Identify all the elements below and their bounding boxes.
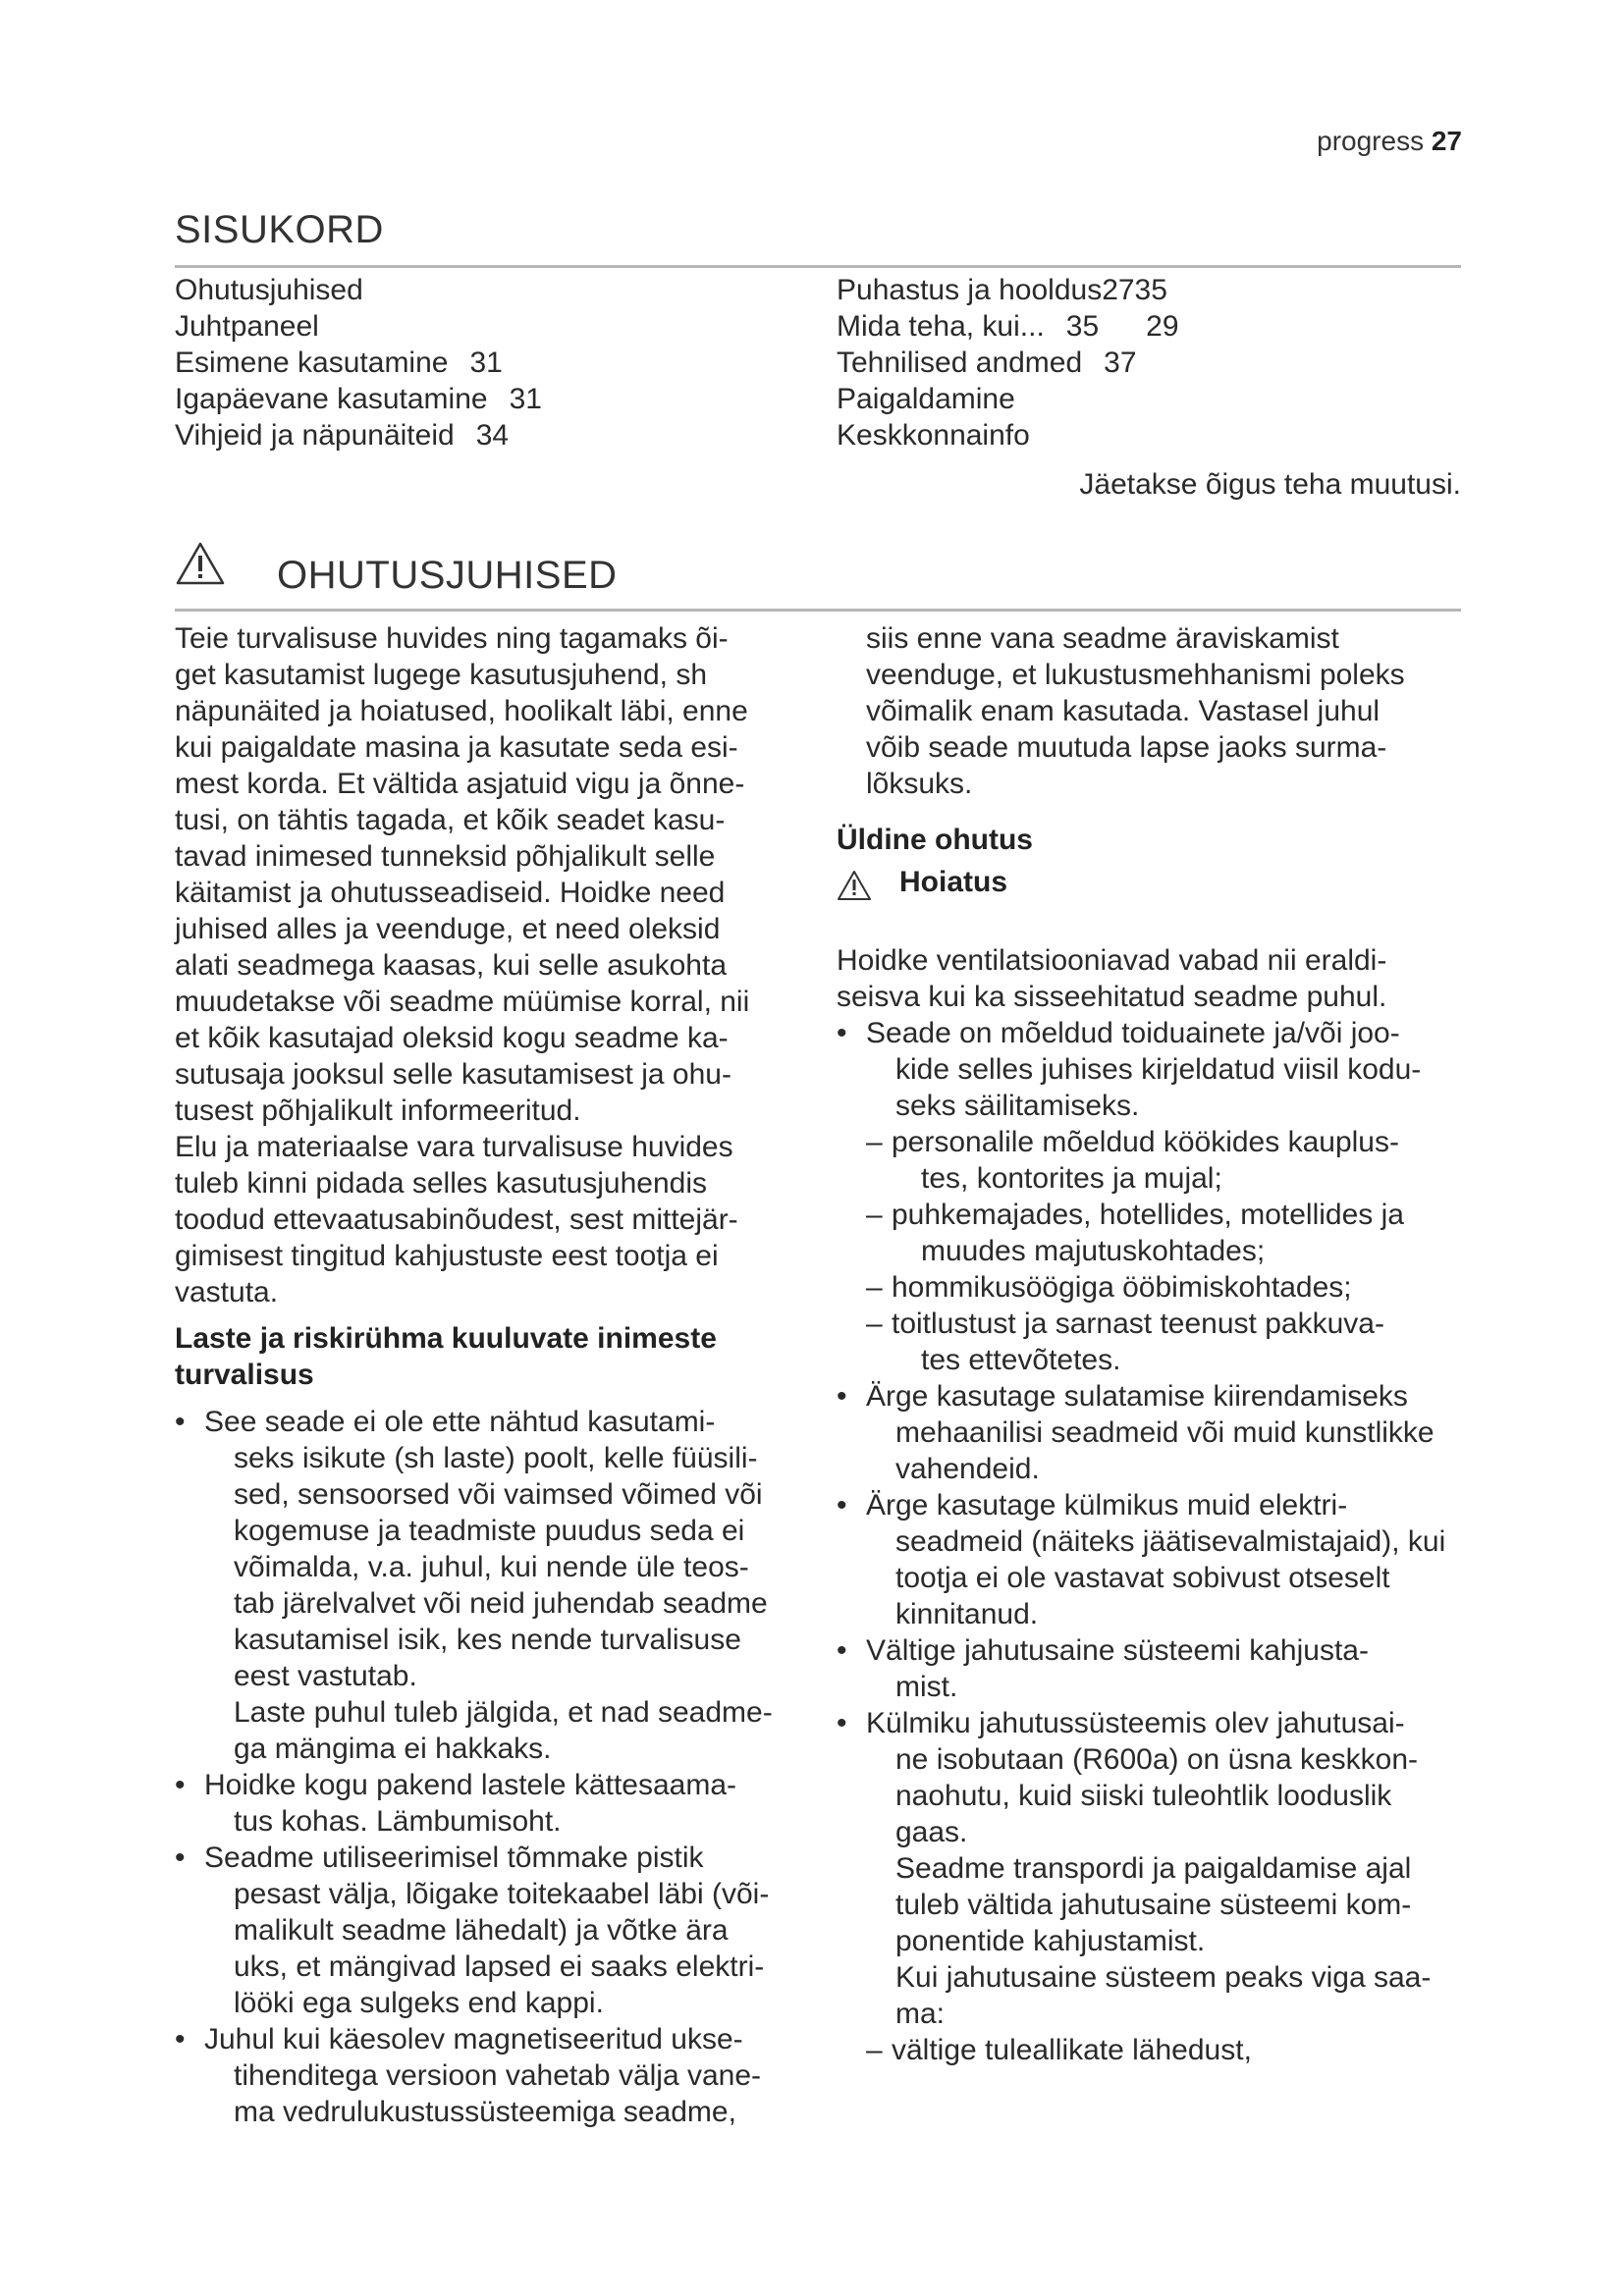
general-list xyxy=(837,1015,1465,2068)
section-title-safety: OHUTUSJUHISED xyxy=(277,554,618,597)
toc-entry[interactable]: Tehnilised andmed 37 xyxy=(837,347,1137,379)
list-item: • See seade ei ole ette nähtud kasutami- seks isikute (sh laste) poolt, kelle füüsili- sed, sensoorsed või vaimsed võimed või kogemuse ja teadmiste puudus seda ei võimalda, v.a. juhul, kui nende üle teos- tab järelvalvet või neid juhendab seadme kasutamisel isik, kes nende turvalisuse eest vastutab. Laste puhul tuleb jälgida, et nad seadme- ga mängima ei hakkaks. xyxy=(175,1406,773,1765)
property-paragraph: Elu ja materiaalse vara turvalisuse huvides tuleb kinni pidada selles kasutusjuhendis toodud ettevaatusabinõudest, sest mittejär- gimisest tingitud kahjustuste eest tootja ei vastuta. xyxy=(175,1131,738,1308)
toc-entry[interactable]: Puhastus ja hooldus2735 xyxy=(837,274,1167,306)
toc-entry[interactable]: Keskkonnainfo xyxy=(837,419,1030,452)
list-item: • Ärge kasutage sulatamise kiirendamiseks mehaanilisi seadmeid või muid kunstlikke vahendeid. xyxy=(837,1380,1435,1485)
dash-item: – hommikusöögiga ööbimiskohtades; xyxy=(866,1271,1352,1304)
page-header xyxy=(1317,126,1462,157)
left-column xyxy=(175,620,803,2130)
toc-entry[interactable]: Igapäevane kasutamine 31 xyxy=(175,383,542,415)
warning-triangle-icon xyxy=(175,541,226,586)
warning-icon xyxy=(837,870,872,901)
toc-entry[interactable]: Mida teha, kui... 35 29 xyxy=(837,310,1179,343)
general-safety-heading: Üldine ohutus xyxy=(837,824,1033,856)
page-number: 27 xyxy=(1431,126,1462,156)
children-list xyxy=(175,1404,803,2130)
list-item: • Ärge kasutage külmikus muid elektri- seadmeid (näiteks jäätisevalmistajaid), kui tootja ei ole vastavat sobivust otseselt kinnitanud. xyxy=(837,1489,1446,1630)
right-column xyxy=(837,620,1465,2068)
toc-page: 31 xyxy=(509,383,542,415)
section-rule xyxy=(175,609,1461,612)
toc-title: SISUKORD xyxy=(175,208,384,251)
toc-page: 37 xyxy=(1104,347,1137,379)
toc-page: 31 xyxy=(469,347,503,379)
list-item: • Juhul kui käesolev magnetiseeritud ukse- tihenditega versioon vahetab välja vane- ma vedrulukustussüsteemiga seadme, xyxy=(175,2023,762,2128)
warning-block xyxy=(837,864,1465,917)
children-safety-heading: Laste ja riskirühma kuuluvate inimeste turvalisus xyxy=(175,1322,717,1391)
dash-item: – toitlustust ja sarnast teenust pakkuva- tes ettevõtetes. xyxy=(866,1308,1384,1376)
toc-right-column xyxy=(837,272,1179,454)
toc-rule xyxy=(175,265,1461,268)
continuation-paragraph: siis enne vana seadme äraviskamist veenduge, et lukustusmehhanismi poleks võimalik enam kasutada. Vastasel juhul võib seade muutuda lapse jaoks surma- lõksuks. xyxy=(866,622,1405,800)
list-item: • Vältige jahutusaine süsteemi kahjusta- mist. xyxy=(837,1634,1369,1703)
brand-name: progress xyxy=(1317,126,1425,156)
toc-page: 35 xyxy=(1065,310,1100,343)
list-item: • Külmiku jahutussüsteemis olev jahutusai- ne isobutaan (R600a) on üsna keskkon- naohutu, kuid siiski tuleohtlik looduslik gaas. Seadme transpordi ja paigaldamise ajal tuleb vältida jahutusaine süsteemi kom- ponentide kahjustamist. Kui jahutusaine süsteem peaks viga saa- ma: xyxy=(837,1707,1432,2030)
list-item: • Seadme utiliseerimisel tõmmake pistik pesast välja, lõigake toitekaabel läbi (või- malikult seadme lähedalt) ja võtke ära uks, et mängivad lapsed ei saaks elektri- lööki ega sulgeks end kappi. xyxy=(175,1842,770,2019)
dash-item: – puhkemajades, hotellides, motellides ja muudes majutuskohtades; xyxy=(866,1199,1404,1267)
warning-label: Hoiatus xyxy=(899,866,1008,898)
dash-item: – personalile mõeldud köökides kauplus- tes, kontorites ja mujal; xyxy=(866,1126,1399,1195)
intro-paragraph: Teie turvalisuse huvides ning tagamaks õi- get kasutamist lugege kasutusjuhend, sh näpunäited ja hoiatused, hoolikalt läbi, enne kui paigaldate masina ja kasutate seda esi- mest korda. Et vältida asjatuid vigu ja õnne- tusi, on tähtis tagada, et kõik seadet kasu- tavad inimesed tunneksid põhjalikult selle käitamist ja ohutusseadiseid. Hoidke need juhised alles ja veenduge, et need oleksid alati seadmega kaasas, kui selle asukohta muudetakse või seadme müümise korral, nii et kõik kasutajad oleksid kogu seadme ka- sutusaja jooksul selle kasutamisest ja ohu- tusest põhjalikult informeeritud. xyxy=(175,622,750,1127)
toc-page-extra: 29 xyxy=(1146,310,1179,343)
toc-entry[interactable]: Juhtpaneel xyxy=(175,310,319,343)
toc-note: Jäetakse õigus teha muutusi. xyxy=(1079,468,1461,501)
list-item: • Hoidke kogu pakend lastele kättesaama- tus kohas. Lämbumisoht. xyxy=(175,1769,736,1838)
toc-entry[interactable]: Esimene kasutamine 31 xyxy=(175,347,503,379)
toc-left-column xyxy=(175,272,542,454)
toc-page: 34 xyxy=(475,419,510,452)
dash-item: – vältige tuleallikate lähedust, xyxy=(866,2034,1252,2066)
toc-entry[interactable]: Ohutusjuhised xyxy=(175,274,363,306)
toc-entry[interactable]: Vihjeid ja näpunäiteid 34 xyxy=(175,419,510,452)
toc-entry[interactable]: Paigaldamine xyxy=(837,383,1015,415)
list-item: • Seade on mõeldud toiduainete ja/või joo- kide selles juhises kirjeldatud viisil kodu- seks säilitamiseks. xyxy=(837,1017,1422,1122)
ventilation-paragraph: Hoidke ventilatsiooniavad vabad nii eraldi- seisva kui ka sisseehitatud seadme puhul. xyxy=(837,944,1387,1013)
